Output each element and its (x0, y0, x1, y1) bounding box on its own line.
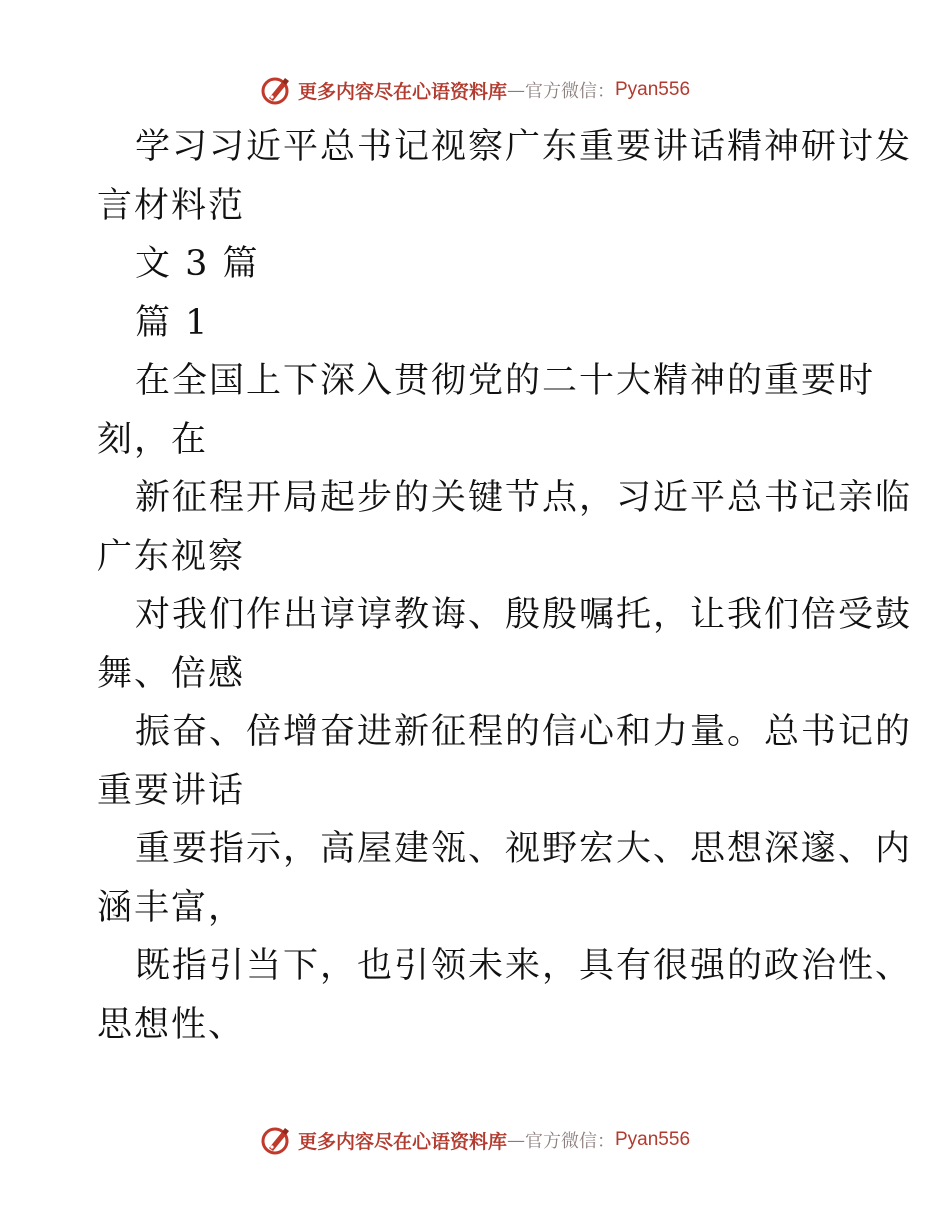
paragraph-line: 新征程开局起步的关键节点，习近平总书记亲临 (135, 478, 913, 518)
pen-logo-icon (260, 74, 292, 106)
wechat-label: 官方微信： (525, 81, 615, 102)
doc-title-line-2: 言材料范 (97, 185, 246, 226)
wechat-label: 官方微信： (525, 1131, 615, 1152)
paragraph-line: 重要指示，高屋建瓴、视野宏大、思想深邃、内 (135, 829, 913, 869)
document-body (97, 118, 913, 1054)
section-heading: 篇 1 (135, 302, 210, 343)
wechat-account: Pyan556 (615, 79, 691, 100)
brand-text: 更多内容尽在心语资料库 (297, 80, 507, 103)
paragraph-line: 重要讲话 (97, 770, 246, 811)
paragraph-line: 对我们作出谆谆教诲、殷殷嘱托，让我们倍受鼓 (135, 595, 913, 635)
banner-separator: — (507, 1129, 525, 1151)
footer-watermark-banner (0, 1120, 950, 1160)
paragraph-line: 在全国上下深入贯彻党的二十大精神的重要时 (135, 361, 876, 401)
header-watermark-banner (0, 70, 950, 110)
doc-title-line-1: 学习习近平总书记视察广东重要讲话精神研讨发 (135, 127, 913, 167)
paragraph-line: 既指引当下，也引领未来，具有很强的政治性、 (135, 946, 913, 986)
paragraph-line: 振奋、倍增奋进新征程的信心和力量。总书记的 (135, 712, 913, 752)
paragraph-line: 舞、倍感 (97, 653, 246, 694)
paragraph-line: 刻，在 (97, 419, 209, 460)
brand-text: 更多内容尽在心语资料库 (297, 1130, 507, 1153)
pen-logo-icon (260, 1124, 292, 1156)
wechat-account: Pyan556 (615, 1129, 691, 1150)
banner-separator: — (507, 79, 525, 101)
paragraph-line: 广东视察 (97, 536, 246, 577)
doc-title-line-3: 文 3 篇 (135, 244, 260, 284)
paragraph-line: 思想性、 (97, 1004, 246, 1045)
paragraph-line: 涵丰富， (97, 887, 246, 928)
